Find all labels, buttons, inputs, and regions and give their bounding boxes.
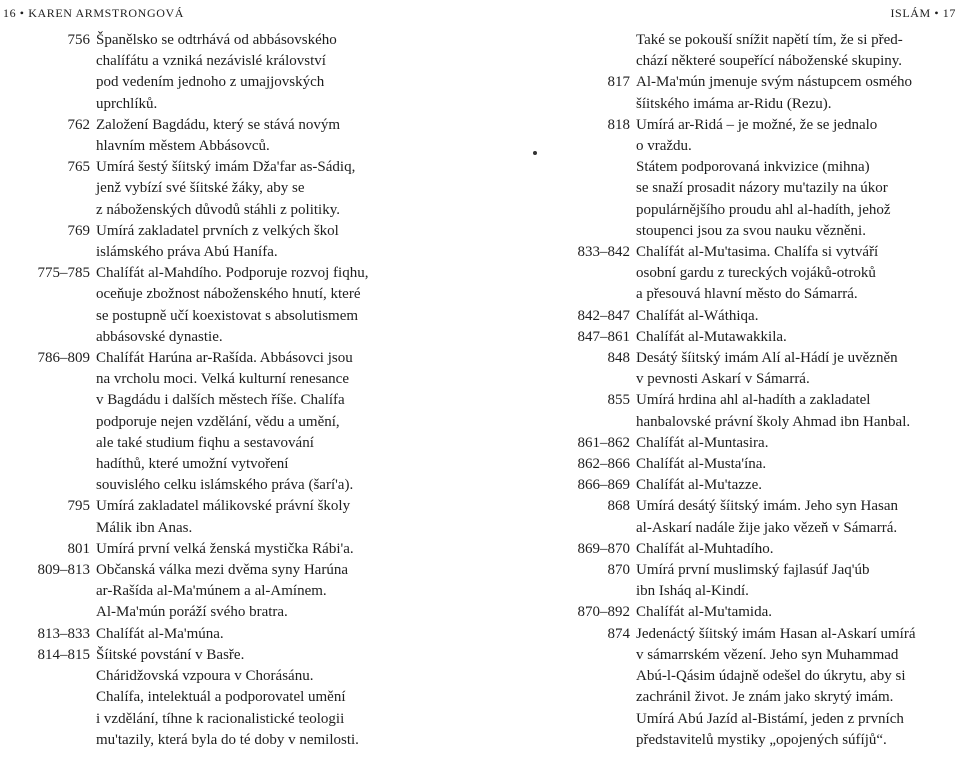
entry-line: osobní gardu z tureckých vojáků-otroků	[636, 265, 876, 282]
entry-line: Al-Ma'mún jmenuje svým nástupcem osmého	[636, 74, 912, 91]
entry-line: chalífátu a vzniká nezávislé království	[96, 53, 326, 70]
entry-text	[636, 454, 960, 475]
entry-line: o vraždu.	[636, 138, 692, 155]
entry-year: 862–866	[577, 456, 630, 473]
timeline-entry	[0, 645, 470, 751]
timeline-entry	[0, 496, 470, 538]
entry-year: 847–861	[577, 328, 630, 345]
timeline-entry	[560, 433, 960, 454]
entry-text	[636, 115, 960, 242]
entry-line: Chalífa, intelektuál a podporovatel umění	[96, 689, 346, 706]
entry-line: uprchlíků.	[96, 95, 158, 112]
entry-line: Umírá Abú Jazíd al-Bistámí, jeden z prvních	[636, 710, 904, 727]
entry-line: Abú-l-Qásim údajně odešel do úkrytu, aby si	[636, 668, 906, 685]
timeline-entry	[0, 30, 470, 115]
entry-line: Šíitské povstání v Basře.	[96, 646, 245, 663]
entry-text	[636, 539, 960, 560]
entry-year: 795	[67, 498, 90, 515]
entry-line: Umírá zakladatel málikovské právní školy	[96, 498, 351, 515]
entry-line: Desátý šíitský imám Alí al-Hádí je uvězněn	[636, 350, 898, 367]
timeline-entry	[0, 221, 470, 263]
entry-line: Založení Bagdádu, který se stává novým	[96, 116, 341, 133]
entry-line: Umírá ar-Ridá – je možné, že se jednalo	[636, 116, 878, 133]
entry-text	[636, 327, 960, 348]
entry-line: Umírá desátý šíitský imám. Jeho syn Hasan	[636, 498, 899, 515]
entry-line: i vzdělání, tíhne k racionalistické teologii	[96, 710, 345, 727]
entry-year: 814–815	[37, 646, 90, 663]
entry-year: 861–862	[577, 434, 630, 451]
timeline-entry	[560, 327, 960, 348]
entry-line: v sámarrském vězení. Jeho syn Muhammad	[636, 646, 899, 663]
entry-line: hanbalovské právní školy Ahmad ibn Hanbal.	[636, 413, 911, 430]
timeline-entry	[560, 539, 960, 560]
entry-line: jenž vybízí své šíitské žáky, aby se	[96, 180, 305, 197]
timeline-entry	[560, 602, 960, 623]
entry-year: 870	[607, 562, 630, 579]
entry-line: Chalífát al-Muntasira.	[636, 434, 769, 451]
entry-text	[636, 496, 960, 538]
entry-line: ibn Isháq al-Kindí.	[636, 583, 749, 600]
timeline-entry	[560, 306, 960, 327]
entry-text	[636, 624, 960, 751]
entry-text	[96, 115, 470, 157]
entry-text	[96, 560, 470, 624]
entry-line: Občanská válka mezi dvěma syny Harúna	[96, 562, 348, 579]
entry-line: v pevnosti Askarí v Sámarrá.	[636, 371, 810, 388]
entry-line: Chalífát al-Mutawakkila.	[636, 328, 787, 345]
entry-year: 842–847	[577, 307, 630, 324]
entry-line: Umírá první velká ženská mystička Rábi'a.	[96, 540, 354, 557]
timeline-entry	[0, 157, 470, 221]
entry-line: Španělsko se odtrhává od abbásovského	[96, 32, 337, 48]
timeline-entry	[0, 263, 470, 348]
timeline-entry	[0, 624, 470, 645]
entry-text	[636, 475, 960, 496]
entry-year: 775–785	[37, 265, 90, 282]
entry-line: al-Askarí nadále žije jako vězeň v Sámarrá.	[636, 519, 898, 536]
entry-line: Chalífát al-Mu'tasima. Chalífa si vytváří	[636, 244, 879, 261]
timeline-entry	[560, 348, 960, 390]
entry-line: Chalífát al-Mu'tamida.	[636, 604, 772, 621]
entry-year: 833–842	[577, 244, 630, 261]
entry-text	[636, 242, 960, 306]
entry-line: Málik ibn Anas.	[96, 519, 193, 536]
entry-year: 868	[607, 498, 630, 515]
timeline-entry	[560, 496, 960, 538]
running-head-left: 16 • KAREN ARMSTRONGOVÁ	[3, 6, 185, 20]
right-intro	[560, 30, 960, 72]
entry-line: Chalífát al-Musta'ína.	[636, 456, 767, 473]
entry-text	[96, 539, 470, 560]
entry-line: Chalífát al-Mu'tazze.	[636, 477, 762, 494]
entry-year: 818	[607, 116, 630, 133]
entry-text	[96, 30, 470, 115]
timeline-entry	[0, 115, 470, 157]
entry-year: 769	[67, 222, 90, 239]
intro-line: chází některé soupeřící náboženské skupiny.	[636, 53, 903, 70]
stray-dot	[533, 151, 537, 155]
entry-line: Jedenáctý šíitský imám Hasan al-Askarí umírá	[636, 625, 916, 642]
entry-year: 817	[607, 74, 630, 91]
entry-line: Státem podporovaná inkvizice (mihna)	[636, 159, 870, 176]
timeline-entry	[0, 560, 470, 624]
entry-year: 870–892	[577, 604, 630, 621]
entry-text	[636, 348, 960, 390]
entry-line: populárnějšího proudu ahl al-hadíth, jehož	[636, 201, 891, 218]
entry-year: 855	[607, 392, 630, 409]
entry-text	[96, 645, 470, 751]
timeline-entry	[560, 390, 960, 432]
entry-line: islámského práva Abú Hanífa.	[96, 244, 278, 261]
entry-text	[636, 306, 960, 327]
entry-line: představitelů mystiky „opojených súfíjů“.	[636, 731, 887, 748]
timeline-entry	[0, 348, 470, 496]
running-head-right: ISLÁM • 17	[890, 6, 956, 20]
entry-line: Chalífát al-Mahdího. Podporuje rozvoj fiqhu,	[96, 265, 369, 282]
entry-line: Umírá zakladatel prvních z velkých škol	[96, 222, 339, 239]
entry-text	[96, 263, 470, 348]
entry-line: stoupenci jsou za svou nauku vězněni.	[636, 222, 866, 239]
entry-line: souvislého celku islámského práva (šarí'a).	[96, 477, 354, 494]
entry-year: 786–809	[37, 350, 90, 367]
entry-year: 801	[67, 540, 90, 557]
timeline-entry	[560, 560, 960, 602]
entry-text	[636, 560, 960, 602]
entry-text	[636, 72, 960, 114]
timeline-entry	[560, 624, 960, 751]
entry-line: Umírá šestý šíitský imám Dža'far as-Sádiq,	[96, 159, 356, 176]
entry-text	[96, 496, 470, 538]
entry-line: Umírá první muslimský fajlasúf Jaq'úb	[636, 562, 870, 579]
entry-text	[636, 433, 960, 454]
entry-line: na vrcholu moci. Velká kulturní renesance	[96, 371, 349, 388]
entry-text	[96, 624, 470, 645]
entry-year: 762	[67, 116, 90, 133]
entry-line: Chalífát al-Ma'múna.	[96, 625, 224, 642]
entry-text	[636, 602, 960, 623]
timeline-entry	[560, 115, 960, 242]
entry-line: oceňuje zbožnost náboženského hnutí, které	[96, 286, 361, 303]
entry-line: Cháridžovská vzpoura v Chorásánu.	[96, 668, 314, 685]
entry-year: 874	[607, 625, 630, 642]
entry-line: v Bagdádu i dalších městech říše. Chalífa	[96, 392, 345, 409]
timeline-entry	[560, 242, 960, 306]
entry-line: podporuje nejen vzdělání, vědu a umění,	[96, 413, 340, 430]
entry-year: 869–870	[577, 540, 630, 557]
entry-line: Al-Ma'mún poráží svého bratra.	[96, 604, 288, 621]
entry-line: ale také studium fiqhu a sestavování	[96, 434, 314, 451]
entry-line: Umírá hrdina ahl al-hadíth a zakladatel	[636, 392, 871, 409]
entry-text	[96, 157, 470, 221]
entry-year: 756	[67, 32, 90, 48]
entry-year: 809–813	[37, 562, 90, 579]
entry-line: šíitského imáma ar-Ridu (Rezu).	[636, 95, 832, 112]
entry-year: 813–833	[37, 625, 90, 642]
timeline-entry	[0, 539, 470, 560]
intro-line: Také se pokouší snížit napětí tím, že si před-	[636, 32, 903, 48]
entry-line: a přesouvá hlavní město do Sámarrá.	[636, 286, 858, 303]
entry-line: mu'tazily, která byla do té doby v nemilosti.	[96, 731, 359, 748]
entry-line: z náboženských důvodů stáhli z politiky.	[96, 201, 340, 218]
entry-year: 866–869	[577, 477, 630, 494]
timeline-entry	[560, 454, 960, 475]
entry-line: se snaží prosadit názory mu'tazily na úkor	[636, 180, 888, 197]
entry-line: hlavním městem Abbásovců.	[96, 138, 270, 155]
entry-line: se postupně učí koexistovat s absolutismem	[96, 307, 359, 324]
entry-line: Chalífát al-Wáthiqa.	[636, 307, 759, 324]
entry-line: pod vedením jednoho z umajjovských	[96, 74, 325, 91]
entry-line: Chalífát Harúna ar-Rašída. Abbásovci jsou	[96, 350, 353, 367]
timeline-entry	[560, 475, 960, 496]
timeline-entry	[560, 72, 960, 114]
entry-line: zachránil život. Je znám jako skrytý imám.	[636, 689, 894, 706]
entry-line: abbásovské dynastie.	[96, 328, 223, 345]
entry-text	[636, 390, 960, 432]
entry-text	[96, 348, 470, 496]
entry-line: hadíthů, které umožní vytvoření	[96, 456, 289, 473]
entry-text	[96, 221, 470, 263]
right-column	[560, 30, 960, 751]
entry-line: ar-Rašída al-Ma'múnem a al-Amínem.	[96, 583, 327, 600]
entry-year: 765	[67, 159, 90, 176]
entry-line: Chalífát al-Muhtadího.	[636, 540, 774, 557]
left-column	[0, 30, 470, 751]
entry-year: 848	[607, 350, 630, 367]
